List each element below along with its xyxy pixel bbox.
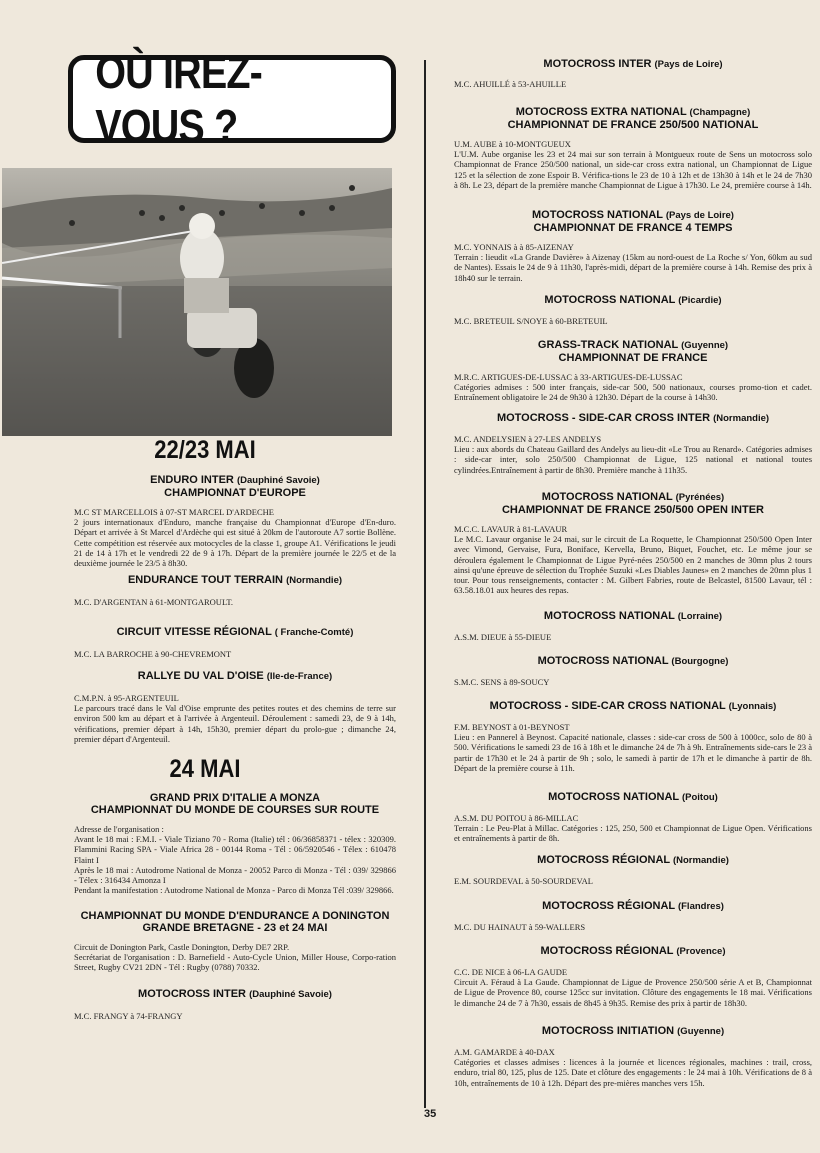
event-title: MOTOCROSS EXTRA NATIONAL [515,106,687,118]
event-title: ENDURANCE TOUT TERRAIN [127,574,283,586]
event-block [74,670,396,744]
event-text: L'U.M. Aube organise les 23 et 24 mai sur son terrain à Montgueux route de Sens un motocross solo Championnat de France 250/500 national, un side-car cross extra national, un Championnat de Ligue 125 et la sélection de zone Espoir B. Vérifica-tions le 23 de 10 à 12h et de 13h30 à 14h et le 24 de 7h30 à 8h. Le 23, départ de la première manche Championnat de Ligue à 17h30. Le 24, première course à 14h. [454,149,812,190]
date-heading-2: 24 MAI [169,755,241,783]
event-region: (Lyonnais) [728,701,777,712]
event-organizer: C.M.P.N. à 95-ARGENTEUIL [74,693,179,703]
event-subtitle: CHAMPIONNAT DU MONDE DE COURSES SUR ROUTE [90,804,380,816]
event-block [454,339,812,403]
event-text: Catégories et classes admises : licences à la journée et licences régionales, machines : trail, cross, enduro, trial 80, 125, plus de 125. Date et clôture des engagements : le 24 mai à 10h. Vérifications de 8 à 10h, entraînements de 10 à 12h. Départ des pre-mières manches vers 15h. [454,1057,812,1088]
motocross-photo [2,168,392,436]
event-text: Lieu : en Pannerel à Beynost. Capacité nationale, classes : side-car cross de 500 à 1000cc, solo de 80 à 500. Vérifications le samedi 23 de 16 à 18h et le dimanche 24 de 7h à 9h. Entraînements side-cars le 23 à partir de 17h30 et le 24 à partir de 9h ; solo, le samedi à partir de 17h et le dimanche à partir de 8h. Départ de la première course à 11h. [454,732,812,773]
event-organizer: A.S.M. DIEUE à 55-DIEUE [454,632,552,642]
event-subtitle: CHAMPIONNAT DE FRANCE [558,352,708,364]
event-block [454,655,812,687]
event-organizer: M.C. DU HAINAUT à 59-WALLERS [454,922,586,932]
event-text: Après le 18 mai : Autodrome National de Monza - 20052 Parco di Monza - Tél : 039/ 329866 - Télex : 316434 Amonza I [74,864,396,886]
event-text: Adresse de l'organisation : [74,824,164,834]
event-block [454,854,812,886]
event-block [454,294,812,326]
event-region: (Pays de Loire) [665,210,734,221]
event-region: (Pays de Loire) [654,59,723,70]
event-organizer: M.C. YONNAIS à à 85-AIZENAY [454,242,574,252]
event-title: CIRCUIT VITESSE RÉGIONAL [116,626,272,638]
event-text: Le parcours tracé dans le Val d'Oise emprunte des petites routes et des chemins de terre sur environ 500 km au départ et à l'arrivée à Argenteuil. Déroulement : samedi 23, de 9 à 14h, vérifications, premier départ à 14h, 15h30, premier départ du prolo-gue ; dimanche 24, premier départ d'Argenteuil. [74,703,396,744]
event-title: MOTOCROSS NATIONAL [548,791,679,803]
title-banner [68,46,396,152]
event-block [454,945,812,1008]
event-organizer: M.C. BRETEUIL S/NOYE à 60-BRETEUIL [454,316,608,326]
event-title: MOTOCROSS NATIONAL [544,294,676,306]
event-text: Lieu : aux abords du Chateau Gaillard des Andelys au lieu-dit «Le Trou au Renard». Catégories admises : side-car inter, solo 250/500 Championnat de Ligue, 125 national et national toutes cylindrées.Entraînement à partir de 8h30. Première manche à 11h35. [454,444,812,475]
event-text: Catégories admises : 500 inter français, side-car 500, 500 nationaux, courses promo-tion et cadet. Entraînement obligatoire le 24 de 9h30 à 12h30. Départ de la course à 14h30. [454,382,812,403]
event-region: (Lorraine) [677,611,723,622]
event-text: Circuit A. Féraud à La Gaude. Championnat de Ligue de Provence 250/500 série A et B, Championnat de Ligue de Provence 80, course 125cc sur invitation. Clôture des engagements le 18 mai. Vérifications le dimanche 24 de 7 à 7h30, essais de 8h45 à 9h35. Remise des prix à partir de 18h30. [454,977,812,1008]
event-text: Pendant la manifestation : Autodrome National de Monza - Parco di Monza Tél :039/ 329866. [74,885,394,896]
event-region: (Champagne) [689,107,751,118]
page-title: OÙ IREZ-VOUS ? [95,46,263,152]
event-text: Circuit de Donington Park, Castle Donington, Derby DE7 2RP. [74,942,290,952]
event-block [74,988,396,1021]
event-title: MOTOCROSS NATIONAL [543,610,675,622]
event-block [454,491,812,595]
event-title: GRASS-TRACK NATIONAL [537,339,679,351]
column-divider [424,60,426,1108]
event-organizer: F.M. BEYNOST à 01-BEYNOST [454,722,570,732]
event-region: (Guyenne) [677,1026,725,1037]
event-region: (Normandie) [713,413,770,424]
event-region: (Normandie) [672,855,729,866]
event-text: Terrain : Le Peu-Plat à Millac. Catégories : 125, 250, 500 et Championnat de Ligue Open. Vérifications et entraînements à partir de 8h. [454,823,812,844]
event-organizer: M.C. LA BARROCHE à 90-CHEVREMONT [74,649,232,659]
event-text: Terrain : lieudit «La Grande Davière» à Aizenay (15km au nord-ouest de La Roche s/ Yon, 60km au sud de Nantes). Essais le 24 de 9 à 11h30, l'après-midi, départ de la première course à 14h. Remise des prix à 18h40 sur le terrain. [454,252,812,283]
event-region: (Normandie) [286,575,343,586]
event-block [74,474,396,568]
event-title: MOTOCROSS NATIONAL [532,209,663,221]
event-text: 2 jours internationaux d'Enduro, manche française du Championnat d'Europe d'En-duro. Départ et arrivée à St Marcel d'Ardèche qui est situé à 20km de l'autoroute A7 sortie Bollène. Cette compétition est réservée aux motocycles de la classe 1, groupe A1. Vérifications le jeudi 21 de 14 à 17h et le vendredi 22 de 9 à 17h. Départ de la première journée le 22/5 et de la deuxième journée le 23/5 à 8h30. [74,517,396,569]
event-title: MOTOCROSS - SIDE-CAR CROSS INTER [496,412,711,424]
event-title: MOTOCROSS - SIDE-CAR CROSS NATIONAL [489,700,726,712]
event-organizer: U.M. AUBE à 10-MONTGUEUX [454,139,571,149]
event-organizer: A.M. GAMARDE à 40-DAX [454,1047,555,1057]
event-title: MOTOCROSS RÉGIONAL [537,854,670,866]
event-title: MOTOCROSS NATIONAL [541,491,673,503]
event-region: (Flandres) [677,901,724,912]
event-block [74,626,396,659]
event-block [74,792,396,895]
event-title: MOTOCROSS NATIONAL [537,655,669,667]
event-block [454,106,812,190]
event-subtitle: CHAMPIONNAT DE FRANCE 4 TEMPS [533,222,733,234]
event-title: MOTOCROSS INTER [543,58,652,70]
event-organizer: M.C.C. LAVAUR à 81-LAVAUR [454,524,568,534]
event-subtitle: CHAMPIONNAT DE FRANCE 250/500 NATIONAL [507,119,759,131]
event-subtitle: GRANDE BRETAGNE - 23 et 24 MAI [142,922,328,934]
event-block [454,900,812,932]
event-title: MOTOCROSS RÉGIONAL [542,900,675,912]
event-region: (Pyrénées) [675,492,725,503]
event-region: (Guyenne) [681,340,729,351]
event-region: (Provence) [676,946,726,957]
event-region: (Picardie) [678,295,722,306]
page-number: 35 [424,1108,437,1120]
event-title: ENDURO INTER [150,474,234,486]
event-region: (Dauphiné Savoie) [249,989,332,1000]
event-subtitle: CHAMPIONNAT D'EUROPE [164,487,306,499]
event-subtitle: CHAMPIONNAT DE FRANCE 250/500 OPEN INTER [501,504,764,516]
event-organizer: C.C. DE NICE à 06-LA GAUDE [454,967,568,977]
event-region: (Bourgogne) [671,656,729,667]
event-block [454,1025,812,1088]
event-title: MOTOCROSS INITIATION [541,1025,675,1037]
event-region: ( Franche-Comté) [274,627,354,638]
event-organizer: A.S.M. DU POITOU à 86-MILLAC [454,813,579,823]
event-organizer: M.C. FRANGY à 74-FRANGY [74,1011,183,1021]
event-organizer: S.M.C. SENS à 89-SOUCY [454,677,550,687]
event-title: CHAMPIONNAT DU MONDE D'ENDURANCE A DONINGTON [80,910,390,922]
event-organizer: M.C. ANDELYSIEN à 27-LES ANDELYS [454,434,602,444]
event-organizer: M.R.C. ARTIGUES-DE-LUSSAC à 33-ARTIGUES-DE-LUSSAC [454,372,683,382]
event-block [74,910,396,973]
event-region: (Dauphiné Savoie) [236,475,320,486]
event-title: RALLYE DU VAL D'OISE [137,670,264,682]
event-organizer: M.C ST MARCELLOIS à 07-ST MARCEL D'ARDECHE [74,507,274,517]
event-organizer: M.C. D'ARGENTAN à 61-MONTGAROULT. [74,597,234,607]
event-text: Le M.C. Lavaur organise le 24 mai, sur le circuit de La Roquette, le Championnat 250/500 Open Inter avec Vimond, Gervaise, Fura, Boniface, Kervella, Bruno, Biquet, Fouchet, etc. Le même jour se déroulera également le Championnat de Ligue Pyré-nées 250/500 en 2 manches de 30mn plus 2 tours ainsi qu'une épreuve de sélection du Trophée Suzuki «Les Diables Jaunes» en 2 manches de 20mn plus 1 tour. Pour tous renseignements, contacter : M. Gilbert Fabries, route de Belcastel, 81500 Lavaur, tél : 63.58.18.01 aux heures des repas. [454,534,812,596]
event-title: MOTOCROSS INTER [138,988,247,1000]
event-block [454,700,812,773]
event-block [454,610,812,642]
event-text: Avant le 18 mai : F.M.I. - Viale Tiziano 70 - Roma (Italie) tél : 06/36858371 - télex : 320309. Flammini Racing SPA - Viale Africa 28 - 00144 Roma - Tél : 06/5920546 - Télex : 610478 Flaint I [74,834,396,865]
event-block [454,58,812,89]
event-block [454,412,812,475]
event-region: (Ile-de-France) [266,671,333,682]
event-title: MOTOCROSS RÉGIONAL [540,945,674,957]
event-block [74,574,396,607]
rider-image [2,168,392,436]
event-title: GRAND PRIX D'ITALIE A MONZA [149,792,321,804]
event-organizer: M.C. AHUILLÉ à 53-AHUILLE [454,79,567,89]
event-region: (Poitou) [681,792,718,803]
event-organizer: E.M. SOURDEVAL à 50-SOURDEVAL [454,876,593,886]
event-block [454,209,812,283]
event-text: Secrétariat de l'organisation : D. Barnefield - Auto-Cycle Union, Miller House, Corpo-ration Street, Rugby CV21 2DN - Tél : Rugby (0788) 70332. [74,952,396,973]
event-block [454,791,812,844]
date-heading-1: 22/23 MAI [154,436,256,464]
